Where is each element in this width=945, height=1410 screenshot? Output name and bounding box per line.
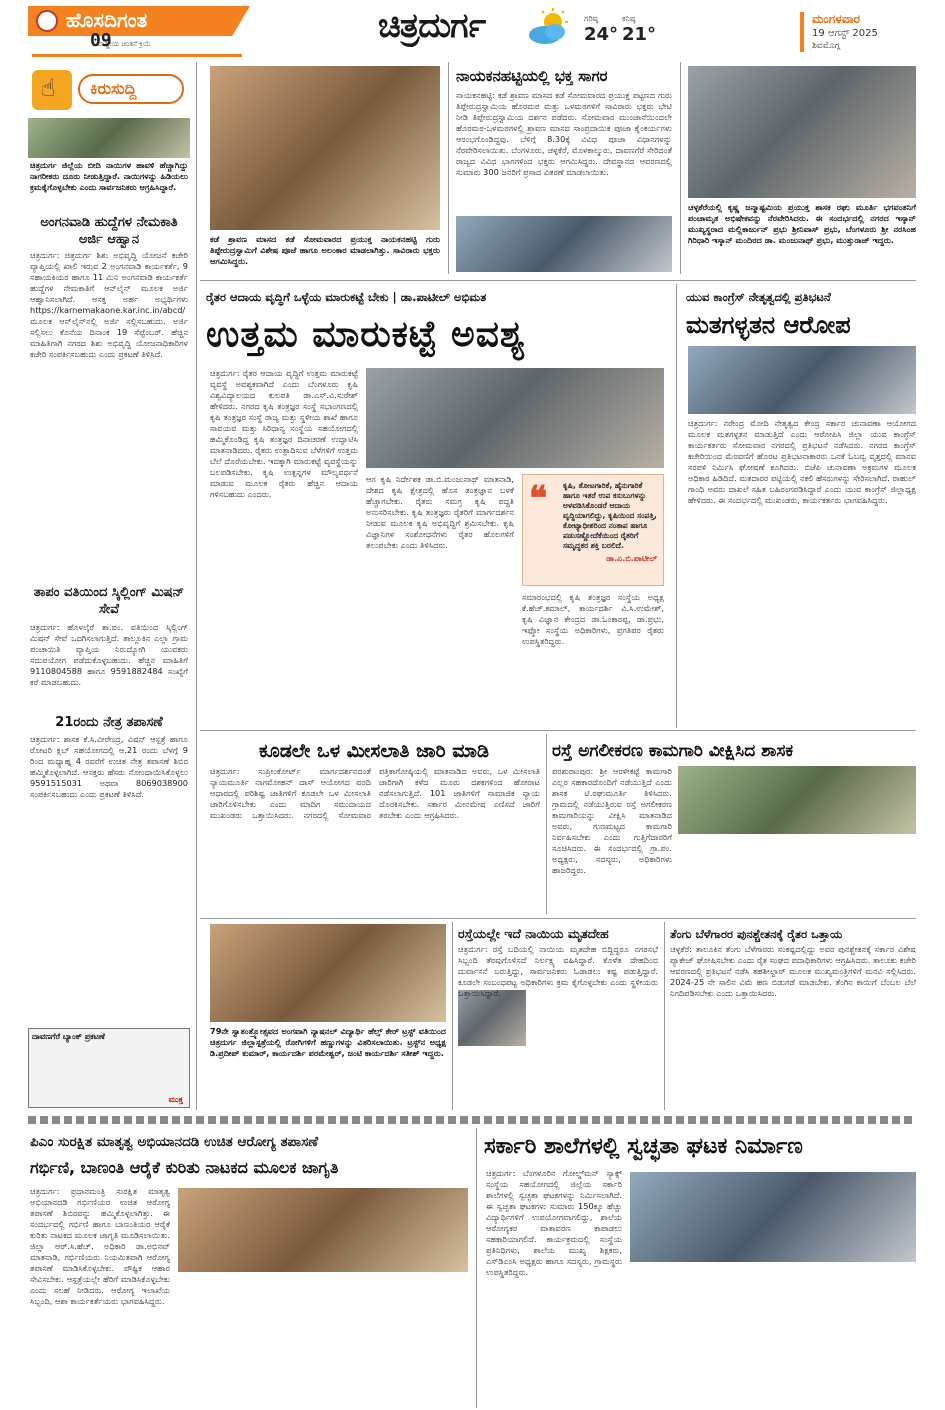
column-divider <box>676 284 677 728</box>
sanitation-body-cont <box>630 1266 916 1402</box>
lamp-lighting-photo[interactable] <box>366 368 664 468</box>
temp-max-value: 24° <box>584 24 619 45</box>
dog-carcass-headline[interactable]: ರಸ್ತೆಯಲ್ಲೇ ಇದೆ ನಾಯಿಯ ಮೃತದೇಹ <box>458 926 609 941</box>
protest-headline[interactable]: ಮತಗಳ್ಳತನ ಆರೋಪ <box>686 311 851 339</box>
lead-body-left: ಚಿತ್ರದುರ್ಗ: ರೈತರ ಆದಾಯ ವೃದ್ಧಿಗೆ ಉತ್ತಮ ಮಾರುಕಟ್ಟೆ ವ್ಯವಸ್ಥೆ ಅವಶ್ಯಕವಾಗಿದೆ ಎಂದು ಬೆಂಗಳೂರು ಕೃಷಿ ವಿಶ್ವವಿದ್ಯಾಲಯದ ಕುಲಪತಿ ಡಾ.ಎಸ್.ವಿ.ಸುರೇಶ್ ಹೇಳಿದರು. ನಗರದ ಕೃಷಿ ತಂತ್ರಜ್ಞರ ಸಂಸ್ಥೆ ಸಭಾಂಗಣದಲ್ಲಿ ಕೃಷಿ ತಂತ್ರಜ್ಞರ ಸಂಸ್ಥೆ ರಾಜ್ಯ ಮತ್ತು ಸ್ಥಳೀಯ ಶಾಖೆ ಹಾಗೂ ಸಾವಯವ ಮತ್ತು ಸಿರಿಧಾನ್ಯ ಸಂಸ್ಥೆಯ ಸಹಯೋಗದಲ್ಲಿ ಹಮ್ಮಿಕೊಂಡಿದ್ದ ಕೃಷಿ ತಂತ್ರಜ್ಞರ ದಿನಾಚರಣೆ ಉದ್ಘಾಟಿಸಿ ಮಾತನಾಡಿದರು. ರೈತರು ಉತ್ಪಾದಿಸುವ ಬೆಳೆಗಳಿಗೆ ಉತ್ತಮ ಬೆಲೆ ದೊರೆಯಬೇಕು. ಇದಕ್ಕಾಗಿ ಮಾರುಕಟ್ಟೆ ವ್ಯವಸ್ಥೆಯನ್ನು ಬಲಪಡಿಸಬೇಕು. ಕೃಷಿ ಉತ್ಪನ್ನಗಳ ಮೌಲ್ಯವರ್ಧನೆ ಮಾಡುವ ಮೂಲಕ ರೈತರು ಹೆಚ್ಚಿನ ಆದಾಯ ಗಳಿಸಬಹುದು ಎಂದರು. <box>210 368 358 499</box>
page-number: 09 <box>90 30 112 51</box>
coconut-growers-headline[interactable]: ತೆಂಗು ಬೆಳೆಗಾರರ ಪುನಶ್ಚೇತನಕ್ಕೆ ರೈತರ ಒತ್ತಾಯ <box>670 927 843 941</box>
road-widening-headline[interactable]: ರಸ್ತೆ ಅಗಲೀಕರಣ ಕಾಮಗಾರಿ ವೀಕ್ಷಿಸಿದ ಶಾಸಕ <box>552 741 794 761</box>
kiru-story3-body: ಚಿತ್ರದುರ್ಗ: ಶಾಸಕ ಕೆ.ಸಿ.ವೀರೇಂದ್ರ, ವಿಷನ್ ಆಸ್ಪತ್ರೆ ಹಾಗೂ ರೋಟರಿ ಕ್ಲಬ್ ಸಹಯೋಗದಲ್ಲಿ ಆ.21 ರಂದು ಬೆಳಗ್ಗೆ 9 ರಿಂದ ಮಧ್ಯಾಹ್ನ 4 ರವರೆಗೆ ಉಚಿತ ನೇತ್ರ ತಪಾಸಣೆ ಶಿಬಿರ ಹಮ್ಮಿಕೊಳ್ಳಲಾಗಿದೆ. ಆಸಕ್ತರು ಹೆಸರು ನೋಂದಾಯಿಸಿಕೊಳ್ಳಲು 9591515031 ಅಥವಾ 8069038900 ಸಂಪರ್ಕಿಸಬಹುದು ಎಂದು ಪ್ರಕಟಣೆ ತಿಳಿಸಿದೆ. <box>30 734 188 799</box>
date-accent-bar <box>800 12 804 52</box>
print-city: ಶಿವಮೊಗ್ಗ <box>812 41 840 51</box>
lead-headline[interactable]: ಉತ್ತಮ ಮಾರುಕಟ್ಟೆ ಅವಶ್ಯ <box>206 314 526 355</box>
edition-title: ಚಿತ್ರದುರ್ಗ <box>378 6 486 46</box>
row-divider <box>200 730 916 731</box>
bank-advertisement[interactable] <box>28 1028 190 1108</box>
awareness-drama-photo[interactable] <box>178 1188 468 1272</box>
section-separator <box>28 1116 916 1124</box>
lead-quote-box <box>522 474 664 586</box>
janmashtami-puja-photo[interactable] <box>688 66 916 198</box>
column-divider <box>448 62 449 274</box>
masthead <box>0 0 945 58</box>
protest-kicker: ಯುವ ಕಾಂಗ್ರೆಸ್ ನೇತೃತ್ವದಲ್ಲಿ ಪ್ರತಿಭಟನೆ <box>686 290 831 304</box>
kiru-story1-body: ಚಿತ್ರದುರ್ಗ: ಚಿತ್ರದುರ್ಗ ಶಿಶು ಅಭಿವೃದ್ಧಿ ಯೋಜನೆ ಕಚೇರಿ ವ್ಯಾಪ್ತಿಯಲ್ಲಿ ಖಾಲಿ ಇರುವ 2 ಅಂಗನವಾಡಿ ಕಾರ್ಯಕರ್ತೆ, 9 ಸಹಾಯಕಿಯರ ಹಾಗೂ 11 ಮಿನಿ ಅಂಗನವಾಡಿ ಕಾರ್ಯಕರ್ತೆ ಹುದ್ದೆಗಳ ನೇಮಕಾತಿಗೆ ಆನ್‌ಲೈನ್ ಮೂಲಕ ಅರ್ಜಿ ಆಹ್ವಾನಿಸಲಾಗಿದೆ. ಆಸಕ್ತ ಅರ್ಹ ಅಭ್ಯರ್ಥಿಗಳು https://karnemakaone.kar.inc.in/abcd/ ಮೂಲಕ ಆನ್‌ಲೈನ್‌ನಲ್ಲಿ ಅರ್ಜಿ ಸಲ್ಲಿಸಬಹುದು. ಅರ್ಜಿ ಸಲ್ಲಿಸಲು ಕೊನೆಯ ದಿನಾಂಕ 19 ಸೆಪ್ಟೆಂಬರ್. ಹೆಚ್ಚಿನ ಮಾಹಿತಿಗಾಗಿ ನಗರದ ಶಿಶು ಅಭಿವೃದ್ಧಿ ಯೋಜನಾಧಿಕಾರಿಗಳ ಕಚೇರಿ ಸಂಪರ್ಕಿಸಬಹುದು ಎಂದು ಪ್ರಕಟಣೆ ತಿಳಿಸಿದೆ. <box>30 250 188 359</box>
temp-min-label: ಕನಿಷ್ಠ <box>622 14 636 23</box>
maternity-body: ಚಿತ್ರದುರ್ಗ: ಪ್ರಧಾನಮಂತ್ರಿ ಸುರಕ್ಷಿತ ಮಾತೃತ್ವ ಅಭಿಯಾನದಡಿ ಗರ್ಭಿಣಿಯರ ಉಚಿತ ಆರೋಗ್ಯ ತಪಾಸಣೆ ಶಿಬಿರವನ್ನು ಹಮ್ಮಿಕೊಳ್ಳಲಾಗಿತ್ತು. ಈ ಸಂದರ್ಭದಲ್ಲಿ ಗರ್ಭಿಣಿ ಹಾಗೂ ಬಾಣಂತಿಯರ ಆರೈಕೆ ಕುರಿತು ನಾಟಕದ ಮೂಲಕ ಜಾಗೃತಿ ಮೂಡಿಸಲಾಯಿತು. ಜಿಲ್ಲಾ ಆರ್.ಸಿ.ಹೆಚ್. ಅಧಿಕಾರಿ ಡಾ.ಅಭಿನವ್ ಮಾತನಾಡಿ, ಗರ್ಭಿಣಿಯರು ನಿಯಮಿತವಾಗಿ ಆರೋಗ್ಯ ತಪಾಸಣೆ ಮಾಡಿಸಿಕೊಳ್ಳಬೇಕು. ಪೌಷ್ಟಿಕ ಆಹಾರ ಸೇವಿಸಬೇಕು. ಆಸ್ಪತ್ರೆಯಲ್ಲೇ ಹೆರಿಗೆ ಮಾಡಿಸಿಕೊಳ್ಳಬೇಕು ಎಂದು ಸಲಹೆ ನೀಡಿದರು. ಆರೋಗ್ಯ ಇಲಾಖೆಯ ಸಿಬ್ಬಂದಿ, ಆಶಾ ಕಾರ್ಯಕರ್ತೆಯರು ಭಾಗವಹಿಸಿದ್ದರು. <box>30 1186 170 1306</box>
issue-date: 19 ಆಗಸ್ಟ್ 2025 <box>812 28 878 39</box>
kiru-story2-body: ಚಿತ್ರದುರ್ಗ: ಹೊಳಲ್ಕೆರೆ ತಾ.ಪಂ. ವತಿಯಿಂದ ಸ್ಕಿಲ್ಲಿಂಗ್ ಮಿಷನ್ ಸೇವೆ ಒದಗಿಸಲಾಗುತ್ತಿದೆ. ತಾಲ್ಲೂಕಿನ ಎಲ್ಲಾ ಗ್ರಾಮ ಪಂಚಾಯಿತಿ ವ್ಯಾಪ್ತಿಯ ನಿರುದ್ಯೋಗಿ ಯುವಕರು ಸದುಪಯೋಗ ಪಡೆದುಕೊಳ್ಳಬಹುದು. ಹೆಚ್ಚಿನ ಮಾಹಿತಿಗೆ 9110804588 ಹಾಗೂ 9591882484 ಸಂಖ್ಯೆಗೆ ಕರೆ ಮಾಡಬಹುದು. <box>30 622 188 687</box>
janmashtami-photo-caption: ಚಳ್ಳಕೆರೆಯಲ್ಲಿ ಕೃಷ್ಣ ಜನ್ಮಾಷ್ಟಮಿಯ ಪ್ರಯುಕ್ತ ಶಾಸಕ ರಘು ಮೂರ್ತಿ ಭಗವಂತನಿಗೆ ಪಂಚಾಮೃತ ಅಭಿಷೇಕವನ್ನು ನೆರವೇರಿಸಿದರು. ಈ ಸಂದರ್ಭದಲ್ಲಿ ನಗರದ ಇಸ್ಕಾನ್ ಮುಖ್ಯಸ್ಥರಾದ ಮಲ್ಲಿಕಾರ್ಜುನ್ ಪ್ರಭು ಶ್ರೀನಿವಾಸ್ ಪ್ರಭು, ಬೆಂಗಳೂರು ಶ್ರೀ ನರಸಿಂಹ ಗಿರಿಧಾರಿ ಇಸ್ಕಾನ್ ಮಂದಿರದ ಡಾ. ಮಂಜುನಾಥ್ ಪ್ರಭು, ಮುತ್ತುರಾಜ್ ಇದ್ದರು. <box>688 202 916 245</box>
kiru-suddi-label: ಕಿರುಸುದ್ದಿ <box>78 74 184 104</box>
column-divider <box>664 922 665 1110</box>
kiru-story3-headline[interactable]: 21ರಂದು ನೇತ್ರ ತಪಾಸಣೆ <box>55 715 163 730</box>
temple-deity-photo[interactable] <box>210 66 440 230</box>
hospital-photo-caption: 79ನೇ ಸ್ವಾತಂತ್ರ್ಯೋತ್ಸವದ ಅಂಗವಾಗಿ ನ್ಯಾಷನಲ್ ವಿದ್ಯಾರ್ಥಿ ಹೆಲ್ತ್ ಕೇರ್ ಟ್ರಸ್ಟ್ ವತಿಯಿಂದ ಚಿತ್ರದುರ್ಗ ಜಿಲ್ಲಾಸ್ಪತ್ರೆಯಲ್ಲಿ ರೋಗಿಗಳಿಗೆ ಹಣ್ಣುಗಳನ್ನು ವಿತರಿಸಲಾಯಿತು. ಟ್ರಸ್ಟ್‌ನ ಅಧ್ಯಕ್ಷ ಡಿ.ಪ್ರದೀಪ್ ಕುಮಾರ್, ಕಾರ್ಯದರ್ಶಿ ಪರಮೇಶ್ವರ್, ಜಂಟಿ ಕಾರ್ಯದರ್ಶಿ ಸತೀಶ್ ಇದ್ದರು. <box>210 1026 446 1058</box>
protest-body: ಚಿತ್ರದುರ್ಗ: ನರೇಂದ್ರ ಮೋದಿ ನೇತೃತ್ವದ ಕೇಂದ್ರ ಸರ್ಕಾರ ಚುನಾವಣಾ ಆಯೋಗದ ಮೂಲಕ ಮತಗಳ್ಳತನ ಮಾಡುತ್ತಿದೆ ಎಂದು ಆರೋಪಿಸಿ ಜಿಲ್ಲಾ ಯುವ ಕಾಂಗ್ರೆಸ್ ಕಾರ್ಯಕರ್ತರು ಸೋಮವಾರ ನಗರದಲ್ಲಿ ಪ್ರತಿಭಟನೆ ನಡೆಸಿದರು. ನಗರದ ಕಾಂಗ್ರೆಸ್ ಕಚೇರಿಯಿಂದ ಮೆರವಣಿಗೆ ಹೊರಟ ಪ್ರತಿಭಟನಾಕಾರರು ಒನಕೆ ಓಬವ್ವ ವೃತ್ತದಲ್ಲಿ ಮಾನವ ಸರಪಳಿ ನಿರ್ಮಿಸಿ ಘೋಷಣೆ ಕೂಗಿದರು. ಬಿಜೆಪಿ ಚುನಾವಣಾ ಅಕ್ರಮಗಳ ಮೂಲಕ ಅಧಿಕಾರ ಹಿಡಿದಿದೆ. ಮತದಾರರ ಪಟ್ಟಿಯಲ್ಲಿ ನಕಲಿ ಹೆಸರುಗಳನ್ನು ಸೇರಿಸಲಾಗಿದೆ. ರಾಹುಲ್ ಗಾಂಧಿ ಅವರು ದಾಖಲೆ ಸಹಿತ ಬಹಿರಂಗಪಡಿಸಿದ್ದಾರೆ ಎಂದು ಯುವ ಕಾಂಗ್ರೆಸ್ ಜಿಲ್ಲಾಧ್ಯಕ್ಷ ಹೇಳಿದರು. ಈ ಸಂದರ್ಭದಲ್ಲಿ ಮುಖಂಡರು, ಕಾರ್ಯಕರ್ತರು ಭಾಗವಹಿಸಿದ್ದರು. <box>688 418 916 505</box>
top-story-body: ನಾಯಕನಹಟ್ಟಿ: ಕಡೆ ಶ್ರಾವಣ ಮಾಸದ ಕಡೆ ಸೋಮವಾರದ ಪ್ರಯುಕ್ತ ಪಟ್ಟಣದ ಗುರು ತಿಪ್ಪೇರುದ್ರಸ್ವಾಮಿಯ ಹೊರಮಠ ಮತ್ತು ಒಳಮಠಗಳಿಗೆ ಸಾವಿರಾರು ಭಕ್ತರು ಭೇಟಿ ನೀಡಿ ತಿಪ್ಪೇರುದ್ರಸ್ವಾಮಿಯ ದರ್ಶನ ಪಡೆದರು. ಸೋಮವಾರ ಮುಂಜಾನೆಯಿಂದಲೇ ಹೊರಮಠ-ಒಳಮಠಗಳಲ್ಲಿ ಶ್ರಾವಣ ಮಾಸದ ಸಾಂಪ್ರದಾಯಿಕ ಪೂಜಾ ಕೈಂಕರ್ಯಗಳು ಆರಂಭಗೊಂಡಿದ್ದವು. ಬೆಳಿಗ್ಗೆ 8.30ಕ್ಕೆ ವಿವಿಧ ಪೂಜಾ ವಿಧಾನಗಳನ್ನು ನೆರವೇರಿಸಲಾಯಿತು. ಬೆಂಗಳೂರು, ಚಳ್ಳಕೆರೆ, ಮೊಳಕಾಲ್ಮುರು, ದಾವಣಗೆರೆ ಸೇರಿದಂತೆ ರಾಜ್ಯದ ವಿವಿಧ ಭಾಗಗಳಿಂದ ಭಕ್ತರು ಆಗಮಿಸಿದ್ದರು. ದೇವಸ್ಥಾನದ ಆವರಣದಲ್ಲಿ ಸುಮಾರು 300 ಜನರಿಗೆ ಪ್ರಸಾದ ವಿತರಣೆ ಮಾಡಲಾಯಿತು. <box>456 90 672 177</box>
temp-max-block <box>584 14 618 45</box>
maternity-kicker: ಪಿಎಂ ಸುರಕ್ಷಿತ ಮಾತೃತ್ವ ಅಭಿಯಾನದಡಿ ಉಚಿತ ಆರೋಗ್ಯ ತಪಾಸಣೆ <box>30 1134 319 1150</box>
kiru-suddi-badge <box>28 66 186 114</box>
temp-min-block <box>622 14 656 45</box>
road-inspection-photo[interactable] <box>678 766 916 834</box>
hospital-fruit-distribution-photo[interactable] <box>210 924 446 1022</box>
kiru-story1-headline[interactable]: ಅಂಗನವಾಡಿ ಹುದ್ದೆಗಳ ನೇಮಕಾತಿ ಅರ್ಜಿ ಆಹ್ವಾನ <box>40 215 178 247</box>
date-block <box>812 12 878 51</box>
maternity-body-cont <box>178 1276 468 1402</box>
sanitation-headline[interactable]: ಸರ್ಕಾರಿ ಶಾಲೆಗಳಲ್ಲಿ ಸ್ವಚ್ಛತಾ ಘಟಕ ನಿರ್ಮಾಣ <box>484 1134 803 1159</box>
ad-footer: ಮುಕ್ತ <box>168 1095 183 1104</box>
devotees-crowd-photo[interactable] <box>456 216 672 272</box>
road-widening-body-cont <box>678 838 916 912</box>
kiru-story2-headline[interactable]: ತಾಪಂ ವತಿಯಿಂದ ಸ್ಕಿಲ್ಲಿಂಗ್ ಮಿಷನ್ ಸೇವೆ <box>33 585 185 617</box>
pointing-hand-icon <box>32 70 72 110</box>
reservation-body: ಚಿತ್ರದುರ್ಗ: ಸುಪ್ರೀಂಕೋರ್ಟ್ ಮಾರ್ಗದರ್ಶನದಂತೆ ನ್ಯಾಯಮೂರ್ತಿ ನಾಗಮೋಹನ್ ದಾಸ್ ಆಯೋಗದ ವರದಿ ಆಧಾರದಲ್ಲಿ ಪರಿಶಿಷ್ಟ ಜಾತಿಗಳಿಗೆ ಕೂಡಲೇ ಒಳ ಮೀಸಲಾತಿ ಜಾರಿಗೊಳಿಸಬೇಕು ಎಂದು ಮಾದಿಗ ಸಮುದಾಯದ ಮುಖಂಡರು ಒತ್ತಾಯಿಸಿದರು. ನಗರದಲ್ಲಿ ಸೋಮವಾರ ಪತ್ರಿಕಾಗೋಷ್ಠಿಯಲ್ಲಿ ಮಾತನಾಡಿದ ಅವರು, ಒಳ ಮೀಸಲಾತಿ ಜಾರಿಗಾಗಿ ಕಳೆದ ಮೂರು ದಶಕಗಳಿಂದ ಹೋರಾಟ ನಡೆಸಲಾಗುತ್ತಿದೆ. 101 ಜಾತಿಗಳಿಗೆ ಸಾಮಾಜಿಕ ನ್ಯಾಯ ದೊರಕಿಸಬೇಕು. ಸರ್ಕಾರ ಮೀನಮೇಷ ಎಣಿಸದೆ ಜಾರಿಗೆ ತರಬೇಕು ಎಂದು ಆಗ್ರಹಿಸಿದರು. <box>210 766 540 820</box>
column-divider <box>452 922 453 1110</box>
column-divider <box>680 62 681 274</box>
brand-logo-block[interactable] <box>28 6 250 56</box>
temp-max-label: ಗರಿಷ್ಠ <box>584 14 598 23</box>
coconut-growers-body: ಚಳ್ಳಕೆರೆ: ತಾಲೂಕಿನ ತೆಂಗು ಬೆಳೆಗಾರರು ಸಂಕಷ್ಟದಲ್ಲಿದ್ದು ಅವರ ಪುನಶ್ಚೇತನಕ್ಕೆ ಸರ್ಕಾರ ವಿಶೇಷ ಪ್ಯಾಕೇಜ್ ಘೋಷಿಸಬೇಕು ಎಂದು ರೈತ ಸಂಘದ ಪದಾಧಿಕಾರಿಗಳು ಆಗ್ರಹಿಸಿದರು. ತಾಲೂಕು ಕಚೇರಿ ಆವರಣದಲ್ಲಿ ಪ್ರತಿಭಟನೆ ನಡೆಸಿ ತಹಶೀಲ್ದಾರ್ ಮೂಲಕ ಮುಖ್ಯಮಂತ್ರಿಗಳಿಗೆ ಮನವಿ ಸಲ್ಲಿಸಿದರು. 2024-25 ನೇ ಸಾಲಿನ ವಿಮೆ ಹಣ ಬಿಡುಗಡೆ ಮಾಡಬೇಕು. ತೆಂಗಿನ ಕಾಯಿಗೆ ಬೆಂಬಲ ಬೆಲೆ ನಿಗದಿಪಡಿಸಬೇಕು ಎಂದು ಒತ್ತಾಯಿಸಿದರು. <box>670 944 916 998</box>
quote-mark-icon: ❝ <box>529 479 548 519</box>
top-story-headline[interactable]: ನಾಯಕನಹಟ್ಟಿಯಲ್ಲಿ ಭಕ್ತ ಸಾಗರ <box>456 67 608 85</box>
temp-min-value: 21° <box>622 24 657 45</box>
protest-photo[interactable] <box>688 346 916 414</box>
lead-kicker: ರೈತರ ಆದಾಯ ವೃದ್ಧಿಗೆ ಒಳ್ಳೆಯ ಮಾರುಕಟ್ಟೆ ಬೇಕು | ಡಾ.ಪಾಟೀಲ್ ಅಭಿಮತ <box>206 290 487 304</box>
row-divider <box>200 280 916 281</box>
brand-name: ಹೊಸದಿಗಂತ <box>66 8 148 32</box>
temple-photo-caption: ಕಡೆ ಶ್ರಾವಣ ಮಾಸದ ಕಡೆ ಸೋಮವಾರದ ಪ್ರಯುಕ್ತ ನಾಯಕನಹಟ್ಟಿ ಗುರು ತಿಪ್ಪೇರುದ್ರಸ್ವಾಮಿಗೆ ವಿಶೇಷ ಪೂಜೆ ಹಾಗೂ ಅಲಂಕಾರ ಮಾಡಲಾಗಿತ್ತು. ಸಾವಿರಾರು ಭಕ್ತರು ಆಗಮಿಸಿದ್ದರು. <box>210 234 440 266</box>
sanitation-unit-photo[interactable] <box>630 1172 916 1262</box>
weather-partly-cloudy-icon <box>527 8 571 46</box>
column-divider <box>546 734 547 914</box>
reservation-headline[interactable]: ಕೂಡಲೇ ಒಳ ಮೀಸಲಾತಿ ಜಾರಿ ಮಾಡಿ <box>259 740 489 762</box>
ad-title: ದಾವಣಗೆರೆ ಬ್ಯಾಂಕ್ ಪ್ರಕಟಣೆ <box>32 1032 105 1041</box>
stray-dogs-photo[interactable] <box>28 118 190 158</box>
brand-stripe <box>32 54 242 57</box>
lead-quote-text: ಕೃಷಿ, ತೋಟಗಾರಿಕೆ, ಹೈನುಗಾರಿಕೆ ಹಾಗೂ ಇತರೆ ಉಪ ಕಸುಬುಗಳನ್ನು ಅಳವಡಿಸಿಕೊಂಡರೆ ಆದಾಯ ವೃದ್ಧಿಯಾಗಲಿದ್ದು, ಕೃಷಿಯಿಂದ ಸಂಪತ್ತಿ, ಕೋಟ್ಯಾಧೀಶರಿಂದ ನಂತಾಪ ಹಾಗೂ ಪಡುಸಣ್ಣೋದೆಕೆಯಿಂದ ರೈತರಿಗೆ ಸಮೃದ್ಧಕರ ಶಕ್ತಿ ಬರಲಿದೆ. <box>563 481 657 550</box>
column-divider <box>476 1128 477 1408</box>
lead-quote-attribution: ಡಾ.ಎ.ಬಿ.ಪಾಟೀಲ್ <box>606 554 657 563</box>
column-divider <box>196 62 197 1110</box>
lead-body-right: ಸಮಾರಂಭದಲ್ಲಿ ಕೃಷಿ ತಂತ್ರಜ್ಞರ ಸಂಸ್ಥೆಯ ಅಧ್ಯಕ್ಷ ಕೆ.ಹೆಚ್.ಕಮಾಲ್, ಕಾರ್ಯದರ್ಶಿ ವಿ.ಸಿ.ಉಮೇಶ್, ಕೃಷಿ ವಿಜ್ಞಾನ ಕೇಂದ್ರದ ಡಾ.ಓಂಕಾರಪ್ಪ, ಡಾ.ಪ್ರಭು, ಇಫ್ಕೋ ಸಂಸ್ಥೆಯ ಅಧಿಕಾರಿಗಳು, ಪ್ರಗತಿಪರ ರೈತರು ಉಪಸ್ಥಿತರಿದ್ದರು. <box>522 592 664 646</box>
stray-dogs-caption: ಚಿತ್ರದುರ್ಗ ಜಿಲ್ಲೆಯ ಬೀದಿ ನಾಯಿಗಳ ಹಾವಳಿ ಹೆಚ್ಚಾಗಿದ್ದು ನಾಗರೀಕರು ದೂರು ನೀಡುತ್ತಿದ್ದಾರೆ. ನಾಯಿಗಳನ್ನು ಹಿಡಿಯಲು ಕ್ರಮಕೈಗೊಳ್ಳಬೇಕು ಎಂದು ಸಾರ್ವಜನಿಕರು ಆಗ್ರಹಿಸಿದ್ದಾರೆ. <box>30 160 188 192</box>
sanitation-body: ಚಿತ್ರದುರ್ಗ: ಬೆಂಗಳೂರಿನ ಗೋಲ್ಡ್‌ಮನ್ ಸ್ಯಾಕ್ಸ್ ಸಂಸ್ಥೆಯ ಸಹಯೋಗದಲ್ಲಿ ಜಿಲ್ಲೆಯ ಸರ್ಕಾರಿ ಶಾಲೆಗಳಲ್ಲಿ ಸ್ವಚ್ಛತಾ ಘಟಕಗಳನ್ನು ನಿರ್ಮಿಸಲಾಗಿದೆ. ಈ ಸ್ವಚ್ಛತಾ ಘಟಕಗಳು ಸುಮಾರು 150ಕ್ಕೂ ಹೆಚ್ಚು ವಿದ್ಯಾರ್ಥಿಗಳಿಗೆ ಉಪಯೋಗವಾಗಲಿದ್ದು, ಶಾಲೆಯ ಆರೋಗ್ಯಕರ ವಾತಾವರಣ ಕಾಪಾಡಲು ಸಹಕಾರಿಯಾಗಲಿದೆ. ಕಾರ್ಯಕ್ರಮದಲ್ಲಿ ಸಂಸ್ಥೆಯ ಪ್ರತಿನಿಧಿಗಳು, ಶಾಲೆಯ ಮುಖ್ಯ ಶಿಕ್ಷಕರು, ಎಸ್‌ಡಿಎಂಸಿ ಅಧ್ಯಕ್ಷರು ಹಾಗೂ ಸದಸ್ಯರು, ಗ್ರಾಮಸ್ಥರು ಉಪಸ್ಥಿತರಿದ್ದರು. <box>486 1168 622 1277</box>
weekday: ಮಂಗಳವಾರ <box>812 12 861 26</box>
road-widening-body: ಪರಶುರಾಂಪುರ: ಶ್ರೀ ಆರಳೀಕಟ್ಟೆ ಕಾಮಗಾರಿ ಎಲ್ಲರ ಸಹಕಾರದೊಂದಿಗೆ ನಡೆಯುತ್ತಿದೆ ಎಂದು ಶಾಸಕ ಟಿ.ರಘುಮೂರ್ತಿ ತಿಳಿಸಿದರು. ಗ್ರಾಮದಲ್ಲಿ ನಡೆಯುತ್ತಿರುವ ರಸ್ತೆ ಅಗಲೀಕರಣ ಕಾಮಗಾರಿಯನ್ನು ವೀಕ್ಷಿಸಿ ಮಾತನಾಡಿದ ಅವರು, ಗುಣಮಟ್ಟದ ಕಾಮಗಾರಿ ನಿರ್ವಹಿಸಬೇಕು ಎಂದು ಗುತ್ತಿಗೆದಾರರಿಗೆ ಸೂಚಿಸಿದರು. ಈ ಸಂದರ್ಭದಲ್ಲಿ ಗ್ರಾ.ಪಂ. ಅಧ್ಯಕ್ಷರು, ಸದಸ್ಯರು, ಅಧಿಕಾರಿಗಳು ಹಾಜರಿದ್ದರು. <box>552 766 672 875</box>
row-divider <box>200 918 916 919</box>
dog-carcass-body: ಚಿತ್ರದುರ್ಗ: ರಸ್ತೆ ಬದಿಯಲ್ಲಿ ನಾಯಿಯ ಮೃತದೇಹ ಬಿದ್ದಿದ್ದರೂ ನಗರಸಭೆ ಸಿಬ್ಬಂದಿ ತೆರವುಗೊಳಿಸದೆ ನಿರ್ಲಕ್ಷ್ಯ ವಹಿಸಿದ್ದಾರೆ. ಕೊಳೆತ ದೇಹದಿಂದ ದುರ್ವಾಸನೆ ಬರುತ್ತಿದ್ದು, ಸಾರ್ವಜನಿಕರು ಓಡಾಡಲು ಕಷ್ಟ ಪಡುತ್ತಿದ್ದಾರೆ. ಕೂಡಲೇ ಸಂಬಂಧಪಟ್ಟ ಅಧಿಕಾರಿಗಳು ಕ್ರಮ ಕೈಗೊಳ್ಳಬೇಕು ಎಂದು ಸ್ಥಳೀಯರು ಒತ್ತಾಯಿಸಿದ್ದಾರೆ. <box>458 944 658 998</box>
maternity-headline[interactable]: ಗರ್ಭಿಣಿ, ಬಾಣಂತಿ ಆರೈಕೆ ಕುರಿತು ನಾಟಕದ ಮೂಲಕ ಜಾಗೃತಿ <box>30 1158 339 1177</box>
lead-body-mid: ಆಗ ಕೃಷಿ ನಿರ್ದೇಶಕ ಡಾ.ಬಿ.ಮಂಜುನಾಥ್ ಮಾತನಾಡಿ, ದೇಶದ ಕೃಷಿ ಕ್ಷೇತ್ರದಲ್ಲಿ ಹೊಸ ತಂತ್ರಜ್ಞಾನ ಬಳಕೆ ಹೆಚ್ಚಾಗಬೇಕು. ರೈತರು ಸಮಗ್ರ ಕೃಷಿ ಪದ್ಧತಿ ಅನುಸರಿಸಬೇಕು. ಕೃಷಿ ತಂತ್ರಜ್ಞರು ರೈತರಿಗೆ ಮಾರ್ಗದರ್ಶನ ನೀಡುವ ಮೂಲಕ ಕೃಷಿ ಅಭಿವೃದ್ಧಿಗೆ ಶ್ರಮಿಸಬೇಕು. ಕೃಷಿ ವಿಜ್ಞಾನಿಗಳ ಸಂಶೋಧನೆಗಳು ರೈತರ ಹೊಲಗಳಿಗೆ ತಲುಪಬೇಕು ಎಂದು ತಿಳಿಸಿದರು. <box>366 474 514 550</box>
brand-emblem-icon <box>36 10 58 32</box>
brand-tagline: ರಾಷ್ಟ್ರೀಯ ಚಿಂತನೆ ಕ್ರಿಯೆ <box>98 40 151 48</box>
